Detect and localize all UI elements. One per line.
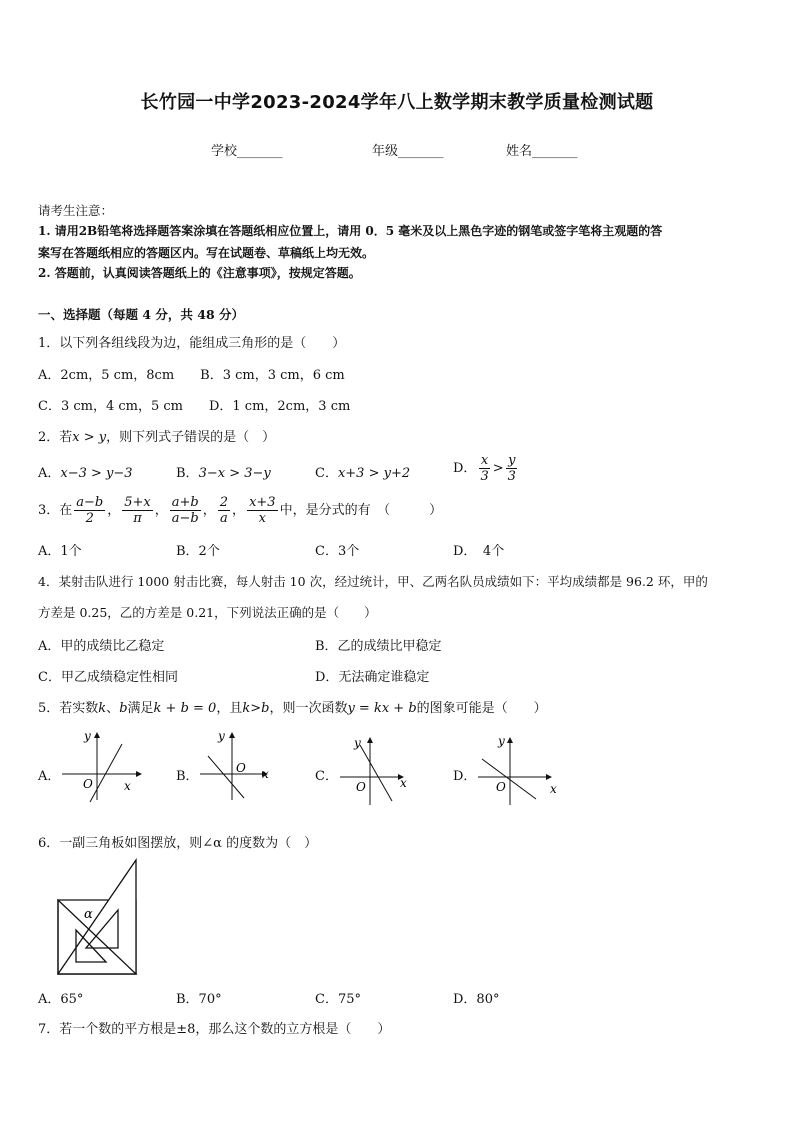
denominator: π — [133, 511, 142, 526]
fraction-x-over-3 — [478, 453, 490, 484]
x-label: x — [262, 767, 269, 781]
q2-stem-pre: 2．若 — [38, 430, 73, 445]
option-expression: 3−x > 3−y — [198, 466, 271, 481]
origin-label: O — [83, 777, 93, 791]
separator: ， — [202, 503, 216, 518]
option-label: B． — [176, 466, 199, 481]
question-5-stem — [38, 697, 547, 716]
question-5-option-b-label: B． — [176, 769, 199, 784]
notice-line-1a: 1. 请用2B铅笔将选择题答案涂填在答题纸相应位置上，请用 0．5 毫米及以上黑色字迹的钢笔或签字笔将主观题的答 — [38, 224, 663, 238]
large-right-triangle — [58, 860, 136, 974]
separator: ， — [154, 503, 168, 518]
school-field: 学校_______ — [211, 144, 283, 159]
text: 满足 — [127, 701, 154, 716]
question-5-option-d-label: D． — [453, 769, 477, 784]
denominator: 3 — [507, 469, 516, 484]
x-arrow-icon — [546, 774, 552, 780]
question-1-stem: 1．以下列各组线段为边，能组成三角形的是（ ） — [38, 336, 346, 351]
denominator: x — [258, 511, 266, 526]
section-heading: 一、选择题（每题 4 分，共 48 分） — [38, 307, 245, 322]
graph-option-b — [198, 730, 278, 800]
var-b: b — [119, 701, 128, 716]
question-2-stem — [38, 426, 275, 445]
numerator: x+3 — [249, 495, 276, 510]
option-expression: x−3 > y−3 — [60, 466, 133, 481]
option-label: A． — [38, 466, 61, 481]
question-4-option-c: C．甲乙成绩稳定性相同 — [38, 670, 178, 685]
numerator: x — [480, 453, 489, 468]
y-label: y — [218, 729, 225, 743]
function-line — [482, 759, 536, 799]
numerator: a+b — [171, 495, 199, 510]
origin-label: O — [496, 780, 506, 794]
graph-option-c — [338, 735, 418, 805]
x-label: x — [400, 776, 407, 790]
q2-condition: x > y — [72, 430, 107, 445]
y-arrow-icon — [229, 732, 235, 738]
text: 、 — [106, 701, 120, 716]
y-arrow-icon — [507, 737, 513, 743]
question-5-option-c-label: C． — [315, 769, 338, 784]
x-label: x — [550, 782, 557, 796]
option-expression: x+3 > y+2 — [337, 466, 411, 481]
graph-option-d — [476, 735, 566, 805]
question-2-option-d — [453, 453, 520, 484]
function-line — [90, 744, 122, 802]
q3-pre: 3．在 — [38, 503, 73, 518]
q3-post: 中，是分式的有 （ ） — [279, 503, 443, 518]
question-3-option-a: A．1个 — [38, 544, 82, 559]
name-field: 姓名_______ — [506, 144, 578, 159]
question-3-option-c: C．3个 — [315, 544, 360, 559]
question-4-option-b: B．乙的成绩比甲稳定 — [315, 639, 442, 654]
numerator: a−b — [76, 495, 104, 510]
fraction-y-over-3 — [506, 453, 518, 484]
y-arrow-icon — [367, 737, 373, 743]
question-6-option-b: B．70° — [176, 992, 222, 1007]
text: ，且 — [216, 701, 243, 716]
fraction-3 — [170, 495, 201, 526]
denominator: 2 — [85, 511, 94, 526]
text: ，则一次函数 — [269, 701, 348, 716]
x-label: x — [124, 779, 131, 793]
graph-option-a — [60, 730, 140, 800]
question-2-option-b — [176, 462, 271, 481]
denominator: a−b — [171, 511, 199, 526]
question-3-stem — [38, 495, 442, 526]
notice-heading: 请考生注意： — [38, 203, 114, 218]
origin-label: O — [356, 780, 366, 794]
question-3-option-d: D． 4个 — [453, 544, 505, 559]
question-4-option-d: D．无法确定谁稳定 — [315, 670, 430, 685]
q2-stem-post: ，则下列式子错误的是（ ） — [106, 430, 276, 445]
separator: ， — [232, 503, 246, 518]
numerator: 2 — [219, 495, 229, 510]
denominator: a — [220, 511, 228, 526]
question-7-stem: 7．若一个数的平方根是±8，那么这个数的立方根是（ ） — [38, 1022, 391, 1037]
equation: k + b = 0 — [153, 701, 217, 716]
x-arrow-icon — [136, 771, 142, 777]
question-5-option-a-label: A． — [38, 769, 61, 784]
numerator: 5+x — [124, 495, 151, 510]
question-6-option-c: C．75° — [315, 992, 361, 1007]
notice-line-2: 2. 答题前，认真阅读答题纸上的《注意事项》，按规定答题。 — [38, 266, 361, 280]
grade-field: 年级_______ — [372, 144, 444, 159]
denominator: 3 — [480, 469, 489, 484]
question-4-line-2: 方差是 0.25，乙的方差是 0.21，下列说法正确的是（ ） — [38, 605, 377, 620]
question-6-option-a: A．65° — [38, 992, 84, 1007]
y-label: y — [498, 734, 505, 748]
question-1-options-cd: C．3 cm，4 cm，5 cm D．1 cm，2cm，3 cm — [38, 399, 351, 414]
question-4-line-1: 4．某射击队进行 1000 射击比赛，每人射击 10 次，经过统计，甲、乙两名队员成绩如下：平均成绩都是 96.2 环，甲的 — [38, 574, 708, 589]
y-arrow-icon — [94, 732, 100, 738]
question-4-option-a: A．甲的成绩比乙稳定 — [38, 639, 165, 654]
option-label: D． — [453, 461, 477, 476]
operator: > — [492, 461, 504, 476]
option-label: C． — [315, 466, 338, 481]
numerator: y — [508, 453, 516, 468]
y-label: y — [354, 736, 361, 750]
notice-line-1b: 案写在答题纸相应的答题区内。写在试题卷、草稿纸上均无效。 — [38, 246, 375, 260]
page-title: 长竹园一中学2023-2024学年八上数学期末教学质量检测试题 — [140, 92, 654, 113]
question-2-option-a — [38, 462, 133, 481]
question-2-option-c — [315, 462, 410, 481]
inequality: k>b — [242, 701, 270, 716]
fraction-1 — [74, 495, 105, 526]
var-k: k — [98, 701, 107, 716]
origin-label: O — [236, 761, 246, 775]
question-6-option-d: D．80° — [453, 992, 500, 1007]
text: 5．若实数 — [38, 701, 99, 716]
fraction-2 — [122, 495, 153, 526]
function: y = kx + b — [347, 701, 417, 716]
y-label: y — [84, 729, 91, 743]
question-6-stem: 6．一副三角板如图摆放，则∠α 的度数为（ ） — [38, 836, 318, 851]
triangle-set-figure — [56, 858, 146, 978]
question-3-option-b: B．2个 — [176, 544, 220, 559]
fraction-4 — [218, 495, 230, 526]
question-1-options-ab: A．2cm，5 cm，8cm B．3 cm，3 cm，6 cm — [38, 368, 345, 383]
fraction-5 — [247, 495, 278, 526]
separator: ， — [107, 503, 121, 518]
text: 的图象可能是（ ） — [416, 701, 547, 716]
alpha-label: α — [84, 907, 93, 922]
